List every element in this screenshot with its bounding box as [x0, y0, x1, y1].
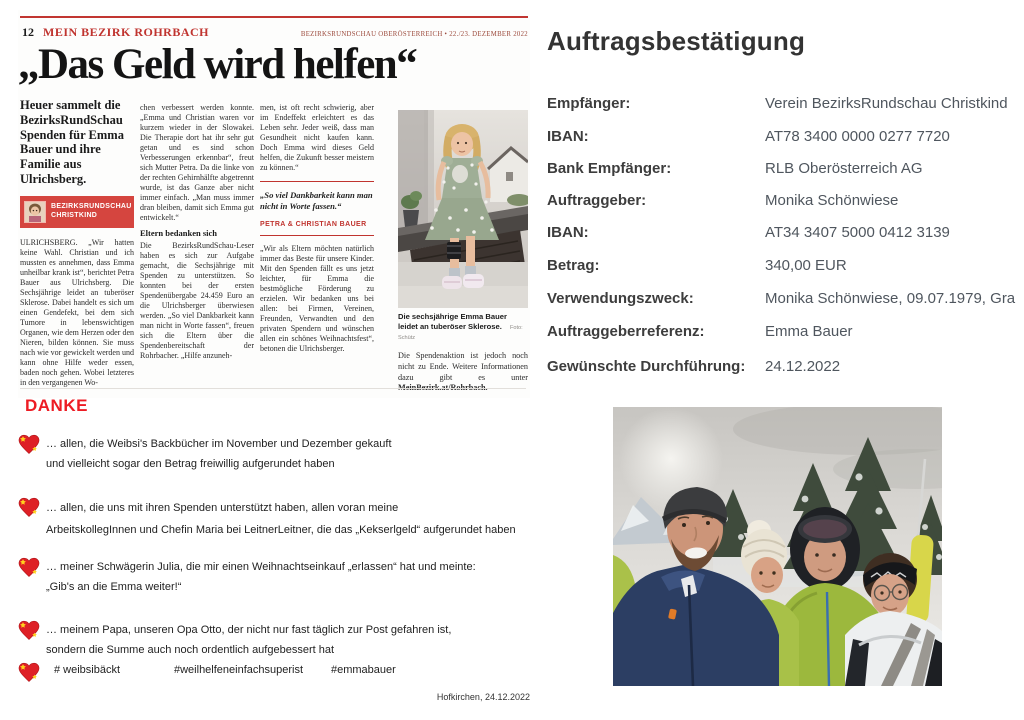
field-value: RLB Oberösterreich AG — [765, 160, 923, 177]
section-title: MEIN BEZIRK ROHRBACH — [43, 25, 210, 39]
field-label: Auftraggeberreferenz: — [547, 323, 705, 340]
article-column-1 — [20, 98, 134, 388]
danke-item-line2: „Gib's an die Emma weiter!“ — [46, 581, 182, 593]
place-date: Hofkirchen, 24.12.2022 — [436, 692, 530, 702]
pull-quote-byline: PETRA & CHRISTIAN BAUER — [260, 221, 367, 229]
heart-icon — [18, 662, 40, 683]
christkind-badge-photo-icon — [24, 201, 46, 223]
article-column4-body: Die Spendenaktion ist jedoch noch nicht zu Ende. Weitere Informationen dazu gibt es unter — [398, 351, 528, 382]
newspaper-header — [22, 23, 528, 41]
confirmation-row — [547, 95, 1024, 112]
confirmation-row — [547, 358, 1024, 375]
field-label: Empfänger: — [547, 95, 631, 112]
field-label: Auftraggeber: — [547, 192, 647, 209]
hashtag: # weibsibäckt — [54, 664, 121, 676]
field-label: IBAN: — [547, 224, 589, 241]
article-headline: „Das Geld wird helfen“ — [18, 41, 417, 88]
hashtag-row — [16, 660, 521, 686]
article-column3-text2: „Wir als Eltern möchten natürlich immer das Beste für unsere Kinder. Mit den Spenden fällt es uns jetzt leichter, für Emma die bestmögliche Förderung zu erzielen. Wir bedanken uns bei allen: bei Firmen, Vereinen, Freunden, Verwandten und den privaten Spendern und wünschen allen ein schönes Weihnachtsfest“, betonen die Ulrichsberger. — [260, 244, 374, 354]
article-column3-text: men, ist oft recht schwierig, aber im Endeffekt erleichtert es das Leben sehr. Jeder weiß, dass man Gesundheit nicht kaufen kann. Doch Emma wird dieses Geld helfen, die Zukunft besser meistern zu können.“ — [260, 103, 374, 172]
christkind-badge-label: BEZIRKSRUNDSCHAU CHRISTKIND — [51, 202, 132, 219]
photo-credit: Foto: Schütz — [398, 324, 523, 342]
family-ski-photo — [613, 407, 942, 686]
newspaper-clipping — [18, 10, 530, 398]
christkind-badge — [20, 196, 134, 228]
confirmation-row — [547, 257, 1024, 274]
field-value: Emma Bauer — [765, 323, 853, 340]
heart-icon — [18, 620, 40, 641]
article-column2-text2: Die BezirksRundSchau-Leser haben es sich zur Aufgabe gemacht, die Sechsjährige mit Spenden zu unterstützen. So konnten bei der ersten Spendenübergabe 24.459 Euro an die Ulrichsberger überwiesen werden. „So viel Dankbarkeit kann man nicht in Worte fassen“, freuen sich die Eltern über die Spendenbereitschaft der Rohrbacher. „Hilfe anzuneh- — [140, 240, 254, 360]
danke-item-line1: … allen, die uns mit ihren Spenden unterstützt haben, allen voran meine — [46, 502, 399, 514]
field-label: Bank Empfänger: — [547, 160, 672, 177]
newspaper-header-left — [22, 23, 209, 41]
field-value: Monika Schönwiese — [765, 192, 899, 209]
pull-quote-block — [260, 181, 374, 236]
photo-caption — [398, 312, 528, 342]
danke-item — [16, 620, 521, 660]
field-label: Gewünschte Durchführung: — [547, 358, 746, 375]
heart-icon — [18, 497, 40, 518]
field-value: Verein BezirksRundschau Christkind — [765, 95, 1008, 112]
article-column2-text: chen verbessert werden konnte. „Emma und Christian waren vor kurzem wieder in der Slowakei. Die Therapie dort hat ihr sehr gut getan und es sind schon Verbesserungen erkennbar“, freut sich Mutter Petra. Da die linke von der rechten Gehirnhälfte abgetrennt wurde, ist das Ganze aber nicht immer einfach. „Man muss immer dran bleiben, damit sich Emma gut entwickelt.“ — [140, 103, 254, 222]
field-label: Betrag: — [547, 257, 600, 274]
hashtag: #emmabauer — [331, 664, 396, 676]
emma-photo — [398, 110, 528, 308]
danke-item-line1: … allen, die Weibsi's Backbücher im November und Dezember gekauft — [46, 438, 392, 450]
article-column-3 — [260, 103, 374, 354]
field-value: Monika Schönwiese, 09.07.1979, Gra — [765, 290, 1016, 307]
field-value: 24.12.2022 — [765, 358, 841, 375]
heart-icon — [18, 434, 40, 455]
confirmation-row — [547, 128, 1024, 145]
confirmation-row — [547, 224, 1024, 241]
article-column-4 — [398, 110, 528, 394]
danke-item — [16, 557, 521, 597]
edition-line: BEZIRKSRUNDSCHAU OBERÖSTERREICH • 22./23. DEZEMBER 2022 — [300, 31, 528, 38]
newspaper-bottom-rule — [20, 388, 526, 389]
confirmation-row — [547, 192, 1024, 209]
page-number: 12 — [22, 25, 34, 39]
field-label: IBAN: — [547, 128, 589, 145]
danke-item — [16, 497, 521, 541]
danke-item-line2: ArbeitskollegInnen und Chefin Maria bei LeitnerLeitner, die das „Kekserlgeld“ aufgerundet haben — [46, 524, 516, 536]
field-value: AT34 3407 5000 0412 3139 — [765, 224, 950, 241]
heart-icon — [18, 557, 40, 578]
danke-item-line2: sondern die Summe auch noch ordentlich aufgebessert hat — [46, 644, 335, 656]
danke-item — [16, 434, 521, 474]
pull-quote: „So viel Dankbarkeit kann man nicht in Worte fassen.“ — [260, 190, 373, 212]
field-value: AT78 3400 0000 0277 7720 — [765, 128, 950, 145]
photo-caption-text: Die sechsjährige Emma Bauer leidet an tuberöser Sklerose. — [398, 312, 507, 331]
confirmation-fields — [547, 95, 1024, 385]
danke-item-line2: und vielleicht sogar den Betrag freiwillig aufgerundet haben — [46, 458, 335, 470]
newspaper-top-rule — [20, 16, 528, 18]
hashtag: #weilhelfeneinfachsuperist — [174, 664, 304, 676]
article-subheading: Eltern bedanken sich — [140, 228, 217, 238]
article-lead: Heuer sammelt die BezirksRundSchau Spenden für Emma Bauer und ihre Familie aus Ulrichsberg. — [20, 98, 124, 186]
confirmation-row — [547, 290, 1024, 307]
article-column1-text: ULRICHSBERG. „Wir hatten keine Wahl. Christian und ich mussten es annehmen, dass Emma unheilbar krank ist“, berichtet Petra Bauer aus Ulrichsberg. Die Sechsjährige leidet an tuberöser Sklerose. Dabei handelt es sich um einen Gendefekt, bei dem sich Tumore in lebenswichtigen Organen, wie dem Herzen oder den Nieren, bilden können. Sie muss nach wie vor gewickelt werden und kann ohne Hilfe weder essen, baden noch gehen. Wobei letzteres in den vergangenen Wo- — [20, 237, 134, 387]
danke-item-line1: … meiner Schwägerin Julia, die mir einen Weihnachtseinkauf „erlassen“ hat und meinte: — [46, 561, 476, 573]
field-label: Verwendungszweck: — [547, 290, 694, 307]
danke-item-line1: … meinem Papa, unseren Opa Otto, der nicht nur fast täglich zur Post gefahren ist, — [46, 624, 452, 636]
article-column-2 — [140, 103, 254, 361]
confirmation-title: Auftragsbestätigung — [547, 26, 806, 56]
danke-heading: DANKE — [25, 396, 88, 415]
confirmation-row — [547, 323, 1024, 340]
field-value: 340,00 EUR — [765, 257, 847, 274]
confirmation-row — [547, 160, 1024, 177]
